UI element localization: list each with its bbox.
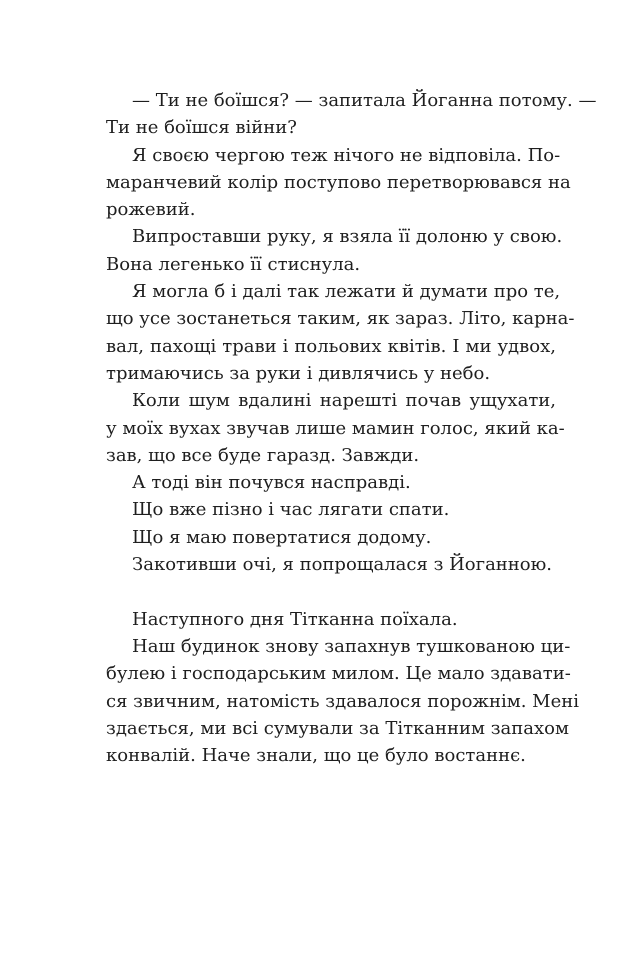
text-line: маранчевий колір поступово перетворювався на: [106, 171, 571, 193]
text-line: Я могла б і далі так лежати й думати про те,: [132, 281, 561, 303]
text-line: Коли шум вдалині нарешті почав ущухати,: [132, 390, 556, 412]
paragraph: [106, 496, 556, 523]
section-break: [106, 578, 556, 605]
text-line: Наступного дня Тітканна поїхала.: [132, 608, 458, 630]
text-line: Закотивши очі, я попрощалася з Йоганною.: [132, 554, 553, 576]
paragraph: [106, 387, 565, 469]
text-line: Випроставши руку, я взяла її долоню у свою.: [132, 226, 563, 248]
body-text: [106, 87, 597, 769]
text-line: у моїх вухах звучав лише мамин голос, який ка-: [106, 417, 565, 439]
paragraph: [106, 551, 556, 578]
text-line: Що вже пізно і час лягати спати.: [132, 499, 450, 521]
text-line: Наш будинок знову запахнув тушкованою ци-: [132, 635, 571, 657]
text-line: що усе зостанеться таким, як зараз. Літо, карна-: [106, 308, 575, 330]
paragraph: [106, 278, 575, 387]
text-line: конвалій. Наче знали, що це було востаннє.: [106, 745, 526, 767]
text-line: зав, що все буде гаразд. Завжди.: [106, 444, 420, 466]
text-line: рожевий.: [106, 199, 196, 221]
text-line: ся звичним, натомість здавалося порожнім. Мені: [106, 690, 580, 712]
paragraph: [106, 469, 556, 496]
paragraph: [106, 223, 563, 278]
paragraph: [106, 87, 597, 142]
text-line: булею і господарським милом. Це мало здавати-: [106, 663, 571, 685]
text-line: Ти не боїшся війни?: [106, 117, 297, 139]
paragraph: [106, 633, 580, 769]
paragraph: [106, 606, 556, 633]
text-line: Я своєю чергою теж нічого не відповіла. По-: [132, 144, 561, 166]
text-line: тримаючись за руки і дивлячись у небо.: [106, 362, 491, 384]
text-line: — Ти не боїшся? — запитала Йоганна потому. —: [132, 90, 597, 111]
text-line: вал, пахощі трави і польових квітів. І ми удвох,: [106, 335, 556, 357]
text-line: Що я маю повертатися додому.: [132, 526, 432, 548]
text-line: А тоді він почувся насправді.: [132, 472, 411, 494]
paragraph: [106, 142, 571, 224]
text-line: здається, ми всі сумували за Тітканним запахом: [106, 717, 569, 739]
text-line: Вона легенько її стиснула.: [106, 253, 361, 275]
paragraph: [106, 524, 556, 551]
